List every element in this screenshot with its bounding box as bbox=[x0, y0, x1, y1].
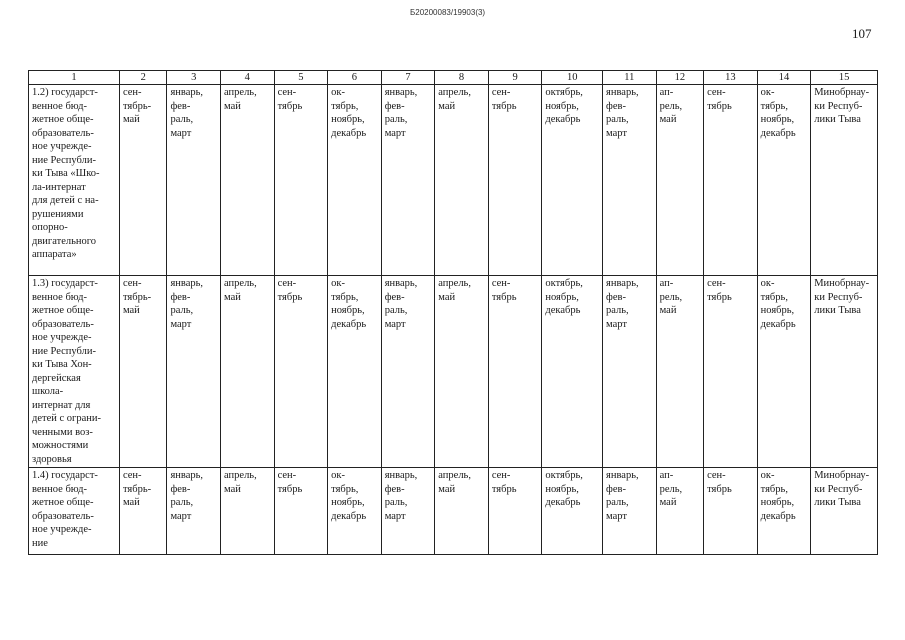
column-header: 14 bbox=[757, 71, 811, 85]
table-cell: сен- тябрь bbox=[488, 276, 542, 468]
institution-cell: 1.3) государст- венное бюд- жетное обще- образователь- ное учрежде- ние Республи- ки Тыва Хон- дергейская школа- интернат для детей с ограни- ченными воз- можностями здоровья bbox=[29, 276, 120, 468]
table-cell: ок- тябрь, ноябрь, декабрь bbox=[757, 85, 811, 276]
table-cell: ок- тябрь, ноябрь, декабрь bbox=[328, 85, 382, 276]
table-row bbox=[29, 85, 878, 276]
table-cell: апрель, май bbox=[221, 276, 275, 468]
table-cell: сен- тябрь bbox=[274, 85, 328, 276]
table-cell: январь, фев- раль, март bbox=[603, 85, 657, 276]
responsible-cell: Минобрнау- ки Респуб- лики Тыва bbox=[811, 85, 878, 276]
column-header: 1 bbox=[29, 71, 120, 85]
table-cell: сен- тябрь- май bbox=[119, 276, 167, 468]
institution-cell: 1.4) государст- венное бюд- жетное обще- образователь- ное учрежде- ние bbox=[29, 468, 120, 555]
table-cell: сен- тябрь bbox=[274, 276, 328, 468]
table-cell: январь, фев- раль, март bbox=[167, 276, 221, 468]
institution-cell: 1.2) государст- венное бюд- жетное обще- образователь- ное учрежде- ние Республи- ки Тыва «Шко- ла-интернат для детей с на- рушениями опорно- двигательного аппарата» bbox=[29, 85, 120, 276]
table-cell: апрель, май bbox=[435, 276, 489, 468]
column-header: 3 bbox=[167, 71, 221, 85]
page-number: 107 bbox=[852, 26, 872, 41]
table-cell: апрель, май bbox=[435, 85, 489, 276]
schedule-table bbox=[28, 70, 878, 555]
table-cell: январь, фев- раль, март bbox=[603, 468, 657, 555]
responsible-cell: Минобрнау- ки Респуб- лики Тыва bbox=[811, 468, 878, 555]
table-row bbox=[29, 468, 878, 555]
column-header: 10 bbox=[542, 71, 603, 85]
table-row bbox=[29, 276, 878, 468]
table-cell: ап- рель, май bbox=[656, 468, 704, 555]
column-header: 11 bbox=[603, 71, 657, 85]
table-cell: сен- тябрь bbox=[704, 468, 758, 555]
table-cell: апрель, май bbox=[221, 85, 275, 276]
column-header: 2 bbox=[119, 71, 167, 85]
table-cell: ап- рель, май bbox=[656, 276, 704, 468]
column-header: 6 bbox=[328, 71, 382, 85]
table-cell: ок- тябрь, ноябрь, декабрь bbox=[757, 276, 811, 468]
table-cell: январь, фев- раль, март bbox=[381, 85, 435, 276]
table-cell: ок- тябрь, ноябрь, декабрь bbox=[757, 468, 811, 555]
table-header-row bbox=[29, 71, 878, 85]
column-header: 8 bbox=[435, 71, 489, 85]
table-cell: январь, фев- раль, март bbox=[167, 85, 221, 276]
table-cell: сен- тябрь bbox=[704, 276, 758, 468]
table-cell: сен- тябрь bbox=[704, 85, 758, 276]
column-header: 15 bbox=[811, 71, 878, 85]
table-cell: январь, фев- раль, март bbox=[381, 468, 435, 555]
table-cell: октябрь, ноябрь, декабрь bbox=[542, 276, 603, 468]
table-cell: январь, фев- раль, март bbox=[381, 276, 435, 468]
column-header: 7 bbox=[381, 71, 435, 85]
table-cell: сен- тябрь- май bbox=[119, 85, 167, 276]
column-header: 13 bbox=[704, 71, 758, 85]
table-cell: январь, фев- раль, март bbox=[167, 468, 221, 555]
table-cell: октябрь, ноябрь, декабрь bbox=[542, 85, 603, 276]
table-cell: сен- тябрь bbox=[274, 468, 328, 555]
table-cell: сен- тябрь- май bbox=[119, 468, 167, 555]
responsible-cell: Минобрнау- ки Респуб- лики Тыва bbox=[811, 276, 878, 468]
table-cell: октябрь, ноябрь, декабрь bbox=[542, 468, 603, 555]
column-header: 5 bbox=[274, 71, 328, 85]
table-cell: ок- тябрь, ноябрь, декабрь bbox=[328, 468, 382, 555]
column-header: 4 bbox=[221, 71, 275, 85]
table-cell: сен- тябрь bbox=[488, 85, 542, 276]
table-cell: ап- рель, май bbox=[656, 85, 704, 276]
table-cell: апрель, май bbox=[435, 468, 489, 555]
table-cell: сен- тябрь bbox=[488, 468, 542, 555]
column-header: 12 bbox=[656, 71, 704, 85]
table-cell: январь, фев- раль, март bbox=[603, 276, 657, 468]
table-cell: ок- тябрь, ноябрь, декабрь bbox=[328, 276, 382, 468]
column-header: 9 bbox=[488, 71, 542, 85]
document-code: Б20200083/19903(3) bbox=[410, 8, 486, 17]
table-cell: апрель, май bbox=[221, 468, 275, 555]
